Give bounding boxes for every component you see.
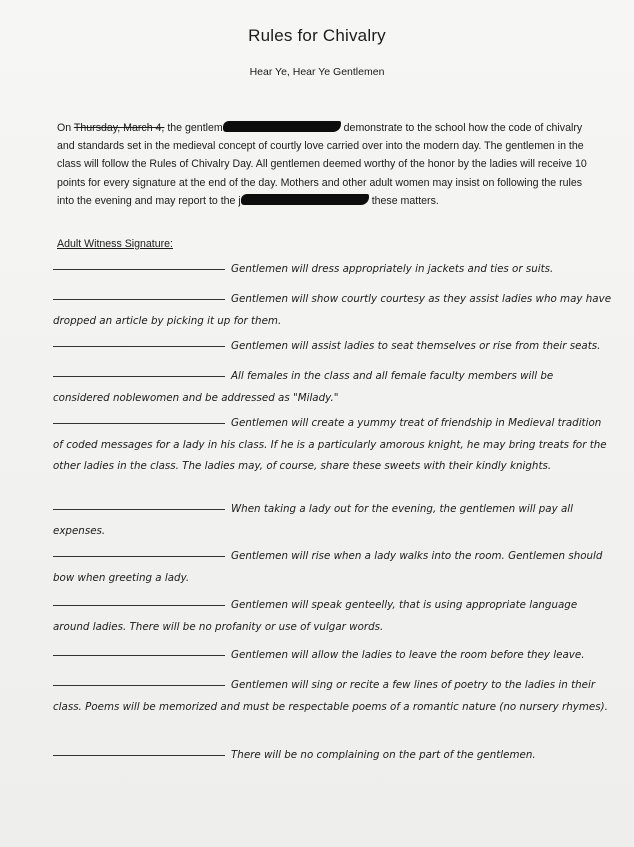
rule-text: Gentlemen will show courtly courtesy as they assist ladies who may have dropped an article by picking it up for them.: [53, 293, 612, 327]
redaction-mark: [223, 121, 341, 132]
rule-text: There will be no complaining on the part of the gentlemen.: [231, 749, 536, 761]
rule-text: Gentlemen will create a yummy treat of friendship in Medieval tradition of coded messages for a lady in his class. If he is a particularly amorous knight, he may bring treats for the other ladies in the class. The ladies may, of course, share these sweets with their kindly knights.: [53, 417, 607, 472]
rule-text: When taking a lady out for the evening, the gentlemen will pay all expenses.: [53, 503, 573, 537]
signature-line[interactable]: [53, 298, 225, 300]
rule-text: Gentlemen will dress appropriately in jackets and ties or suits.: [231, 263, 554, 275]
rule-item: [53, 745, 613, 767]
redaction-mark: [241, 194, 369, 205]
struck-date: Thursday, March 4,: [73, 122, 165, 134]
rule-item: [53, 289, 613, 332]
signature-line[interactable]: [53, 555, 225, 557]
signature-line[interactable]: [53, 604, 225, 606]
rule-item: [53, 259, 613, 281]
rule-item: [53, 675, 613, 718]
signature-line[interactable]: [53, 754, 225, 756]
signature-line[interactable]: [53, 345, 225, 347]
signature-line[interactable]: [53, 508, 225, 510]
signature-line[interactable]: [53, 422, 225, 424]
rule-item: [53, 499, 613, 542]
intro-text-4: these matters.: [371, 194, 439, 207]
intro-text-2: the gentlem: [167, 122, 223, 134]
page-title: Rules for Chivalry: [248, 26, 386, 45]
signature-line[interactable]: [53, 684, 225, 686]
rule-text: Gentlemen will assist ladies to seat themselves or rise from their seats.: [231, 340, 601, 352]
rule-item: [53, 546, 613, 589]
rule-text: Gentlemen will allow the ladies to leave the room before they leave.: [231, 649, 585, 661]
rule-text: Gentlemen will sing or recite a few lines of poetry to the ladies in their class. Poems will be memorized and must be respectable poems of a romantic nature (no nursery rhymes).: [53, 679, 608, 713]
rule-text: Gentlemen will speak genteelly, that is using appropriate language around ladies. There will be no profanity or use of vulgar words.: [53, 599, 578, 633]
rule-text: All females in the class and all female faculty members will be considered noblewomen and be addressed as "Milady.": [53, 370, 554, 404]
rule-item: [53, 336, 613, 358]
page-subtitle: Hear Ye, Hear Ye Gentlemen: [249, 66, 385, 78]
rule-text: Gentlemen will rise when a lady walks into the room. Gentlemen should bow when greeting a lady.: [53, 550, 603, 584]
intro-text-3: demonstrate to the school how the code of chivalry and standards set in the medieval concept of courtly love carried over into the modern day. The gentlemen in the class will follow the Rules of Chivalry Day. All gentlemen deemed worthy of the honor by the ladies will receive 10 points for every signature at the end of the day. Mothers and other adult women may insist on following the rules into the evening and may report to the j: [57, 122, 587, 207]
signature-line[interactable]: [53, 375, 225, 377]
signature-line[interactable]: [53, 654, 225, 656]
rule-item: [53, 413, 613, 478]
signature-line[interactable]: [53, 268, 225, 270]
intro-paragraph: [57, 119, 597, 210]
rule-item: [53, 645, 613, 667]
intro-text-1: On: [57, 122, 72, 134]
witness-signature-heading: Adult Witness Signature:: [57, 238, 173, 250]
rule-item: [53, 366, 613, 409]
rule-item: [53, 595, 613, 638]
